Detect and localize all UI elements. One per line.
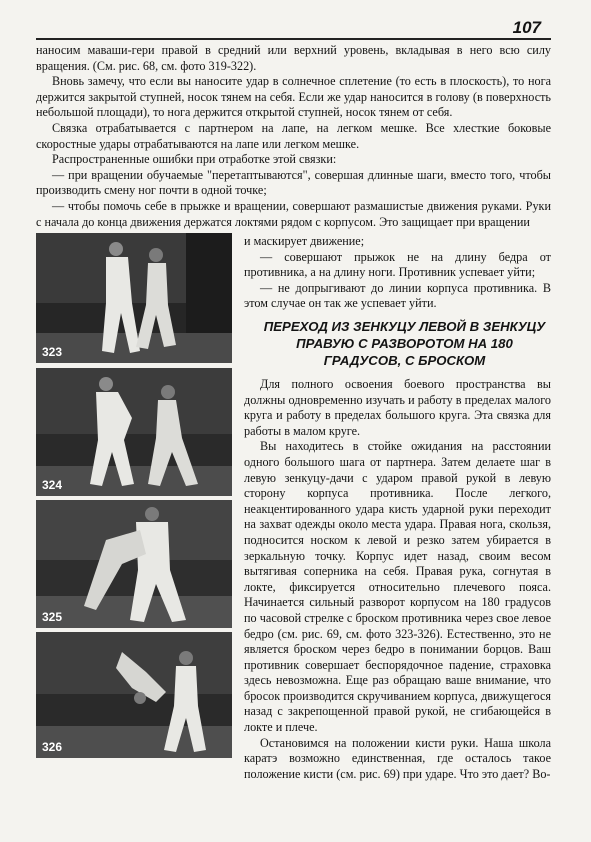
paragraph: — не допрыгивают до линии корпуса противника. В этом случае он так же успевает уйти. [244,280,551,311]
paragraph: — при вращении обучаемые "перетаптываются", совершая длинные шаги, вместо того, чтобы производить смену ног почти в одной точке; [36,167,551,198]
karate-throw-photo [36,500,232,628]
paragraph: Связка отрабатывается с партнером на лапе, на легком мешке. Все хлесткие боковые скоростные удары отрабатываются на лапе или легком мешке. [36,120,551,151]
page-number: 107 [512,18,541,37]
top-text-block [36,43,551,230]
photo-number: 323 [42,345,63,359]
paragraph: наносим маваши-гери правой в средний или верхний уровень, вкладывая в него всю силу вращения. (См. рис. 68, см. фото 319-322). [36,43,551,73]
paragraph: — чтобы помочь себе в прыжке и вращении, совершают размашистые движения руками. Руки с начала до конца движения держатся локтями рядом с корпусом. Это защищает при вращении [36,198,551,229]
photo-324 [36,368,232,496]
right-top-text [244,234,551,312]
paragraph: Остановимся на положении кисти руки. Наша школа каратэ возможно единственная, где осталось такое положение кисти (см. рис. 69) при ударе. Что это дает? Во- [244,735,551,781]
photo-number: 325 [42,610,63,624]
photo-number: 326 [42,740,63,754]
paragraph: — совершают прыжок не на длину бедра от противника, а на длину ноги. Противник успевает уйти; [244,249,551,280]
header-rule [36,38,551,40]
photo-323 [36,233,232,363]
karate-throw-photo [36,632,232,758]
karate-throw-photo [36,233,232,363]
section-heading: ПЕРЕХОД ИЗ ЗЕНКУЦУ ЛЕВОЙ В ЗЕНКУЦУ ПРАВУЮ С РАЗВОРОТОМ НА 180 ГРАДУСОВ, С БРОСКОМ [263,319,546,368]
paragraph: Вновь замечу, что если вы наносите удар в солнечное сплетение (то есть в плоскость), то нога держится закрытой ступней, носок тянем на себя. Если же удар наносится в голову (в поверхность небольшой площади), то нога держится открытой ступней, носок тянем от себя. [36,74,551,120]
photo-number: 324 [42,478,63,492]
paragraph: Для полного освоения боевого пространства вы должны одновременно изучать и работу в пределах малого круга и работу в пределах большого круга. Эта связка для работы в малом круге. [244,377,551,438]
paragraph: Вы находитесь в стойке ожидания на расстоянии одного большого шага от партнера. Затем делаете шаг в левую зенкуцу-дачи с ударом правой рукой в левую сторону корпуса противника. После легкого, неакцентированного удара кисть ударной руки переходит на захват одежды около места удара. Правая нога, скользя, подносится носком к левой и резко затем убирается в зеркальную точку. Корпус идет назад, своим весом вытягивая соперника на себя. Правая рука, согнутая в локте, фиксируется относительно плечевого пояса. Начинается сильный разворот корпусом на 180 градусов по часовой стрелке с броском противника через свое левое бедро (см. рис. 69, см. фото 323-326). Естественно, это не является броском через бедро в понимании борцов. Ваш противник совершает беспорядочное падение, страховка здесь невозможна. Еще раз обращаю ваше внимание, что бросок производится скручиванием корпуса, движущегося назад с закрепощенной правой рукой, не сгибающейся в локте и плече. [244,439,551,735]
paragraph: Распространенные ошибки при отработке этой связки: [52,152,337,167]
karate-throw-photo [36,368,232,496]
photo-326 [36,632,232,758]
photo-325 [36,500,232,628]
paragraph: и маскирует движение; [244,234,365,248]
right-body-text [244,377,551,782]
